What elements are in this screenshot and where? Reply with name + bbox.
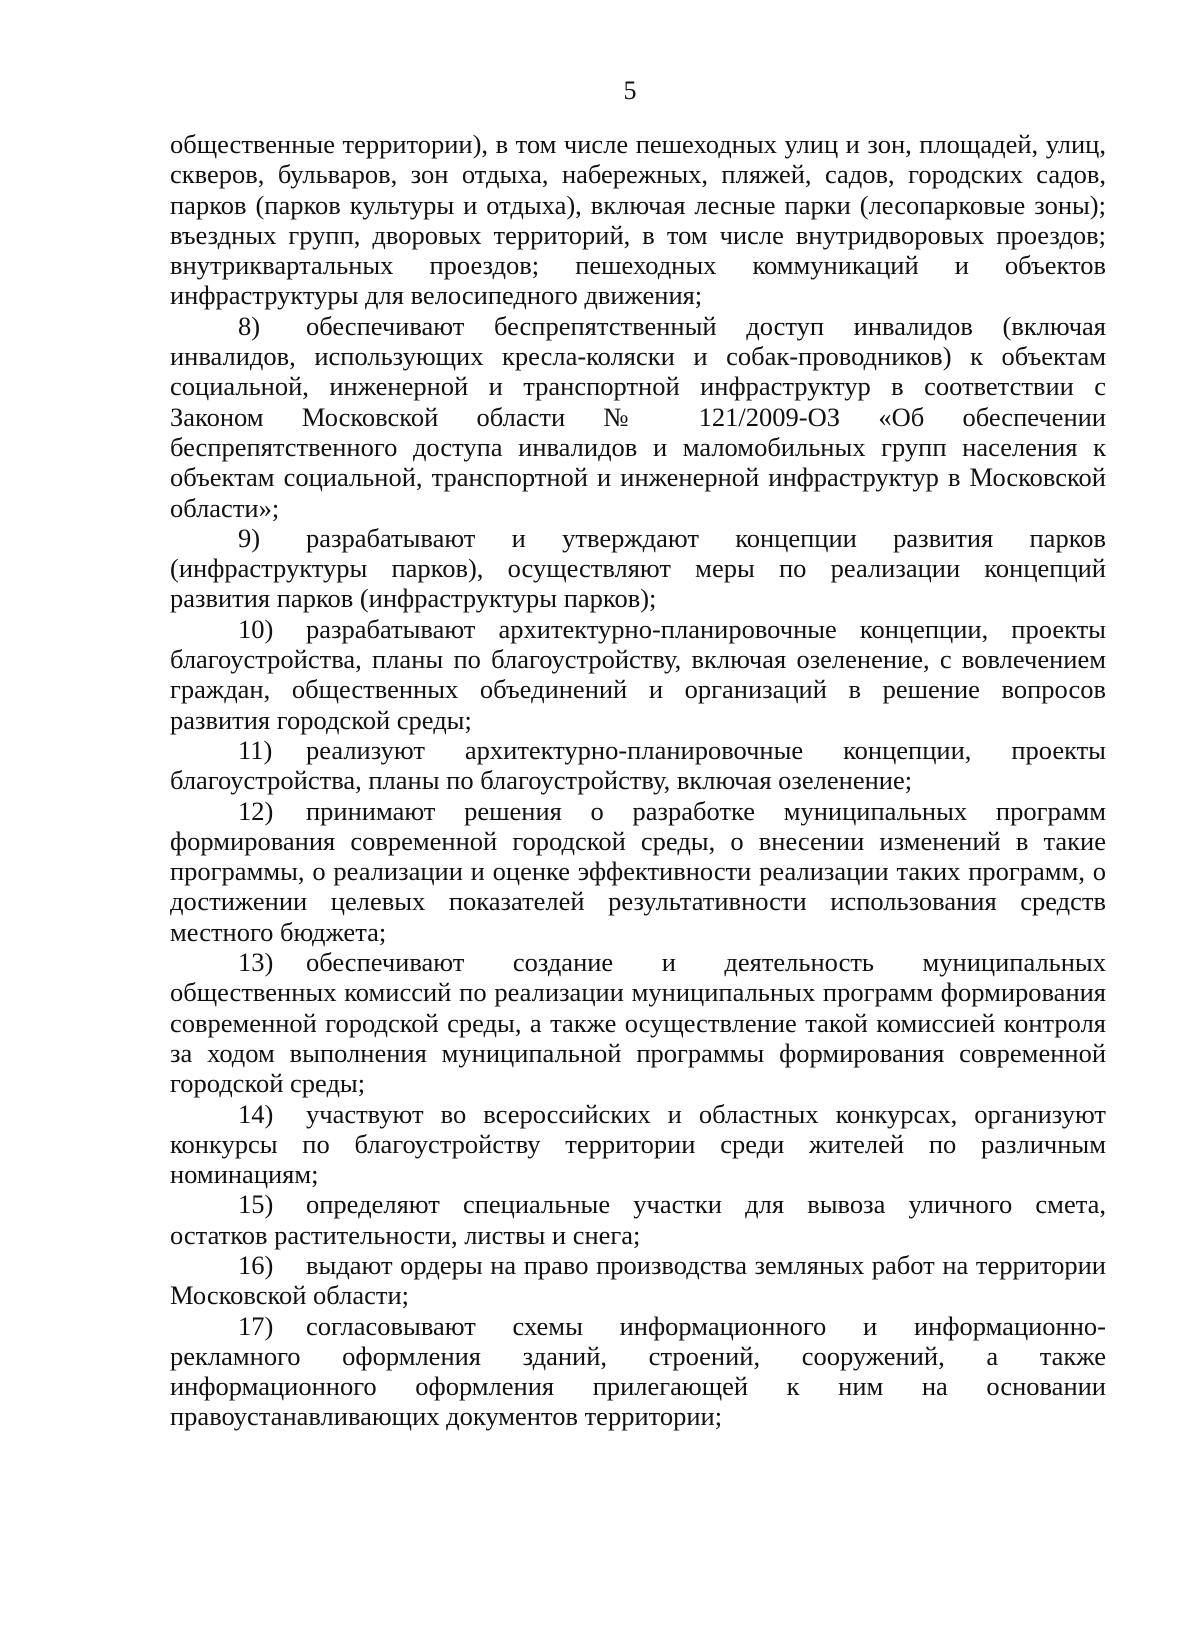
- list-item-number: 12): [238, 795, 274, 826]
- list-item: [170, 1189, 1106, 1250]
- list-item: [170, 735, 1106, 796]
- list-item-text: разрабатывают и утверждают концепции развития парков (инфраструктуры парков), осуществляют меры по реализации концепций развития парков (инфраструктуры парков);: [170, 522, 1106, 614]
- list-item-number: 16): [238, 1249, 274, 1280]
- list-item-number: 11): [238, 734, 273, 765]
- list-item-text: принимают решения о разработке муниципальных программ формирования современной городской среды, о внесении изменений в такие программы, о реализации и оценке эффективности реализации таких программ, о достижении целевых показателей результативности использования средств местного бюджета;: [170, 795, 1106, 947]
- list-item-text: обеспечивают беспрепятственный доступ инвалидов (включая инвалидов, использующих кресла-коляски и собак-проводников) к объектам социальной, инженерной и транспортной инфраструктур в соответствии с Законом Московской области № 121/2009-ОЗ «Об обеспечении беспрепятственного доступа инвалидов и маломобильных групп населения к объектам социальной, транспортной и инженерной инфраструктур в Московской области»;: [170, 310, 1106, 523]
- list-item-text: обеспечивают создание и деятельность муниципальных общественных комиссий по реализации муниципальных программ формирования современной городской среды, а также осуществление такой комиссией контроля за ходом выполнения муниципальной программы формирования современной городской среды;: [170, 947, 1106, 1099]
- list-item: [170, 311, 1106, 523]
- list-item-number: 17): [238, 1310, 274, 1341]
- list-item-text: согласовывают схемы информационного и информационно-рекламного оформления зданий, строений, сооружений, а также информационного оформления прилегающей к ним на основании правоустанавливающих документов территории;: [170, 1310, 1106, 1432]
- list-item: [170, 796, 1106, 947]
- page-number: 5: [623, 76, 637, 105]
- list-item-number: 10): [238, 613, 274, 644]
- list-item-number: 8): [238, 310, 261, 341]
- list-item-text: выдают ордеры на право производства земляных работ на территории Московской области;: [170, 1249, 1106, 1311]
- list-item-number: 9): [238, 522, 261, 553]
- list-item-number: 14): [238, 1098, 274, 1129]
- list-item-number: 13): [238, 947, 274, 978]
- list-item-text: участвуют во всероссийских и областных конкурсах, организуют конкурсы по благоустройству территории среди жителей по различным номинациям;: [170, 1098, 1106, 1190]
- list-item: [170, 1250, 1106, 1311]
- document-body: [170, 129, 1106, 1432]
- intro-paragraph: общественные территории), в том числе пешеходных улиц и зон, площадей, улиц, скверов, бульваров, зон отдыха, набережных, пляжей, садов, городских садов, парков (парков культуры и отдыха), включая лесные парки (лесопарковые зоны); въездных групп, дворовых территорий, в том числе внутридворовых проездов; внутриквартальных проездов; пешеходных коммуникаций и объектов инфраструктуры для велосипедного движения;: [170, 129, 1106, 311]
- list-item: [170, 1311, 1106, 1432]
- list-item: [170, 947, 1106, 1098]
- list-item-text: реализуют архитектурно-планировочные концепции, проекты благоустройства, планы по благоустройству, включая озеленение;: [170, 734, 1106, 796]
- list-item: [170, 523, 1106, 614]
- numbered-list: [170, 311, 1106, 1432]
- list-item: [170, 614, 1106, 735]
- list-item-text: разрабатывают архитектурно-планировочные концепции, проекты благоустройства, планы по благоустройству, включая озеленение, с вовлечением граждан, общественных объединений и организаций в решение вопросов развития городской среды;: [170, 613, 1106, 735]
- list-item-number: 15): [238, 1189, 274, 1220]
- list-item: [170, 1099, 1106, 1190]
- list-item-text: определяют специальные участки для вывоза уличного смета, остатков растительности, листвы и снега;: [170, 1189, 1106, 1250]
